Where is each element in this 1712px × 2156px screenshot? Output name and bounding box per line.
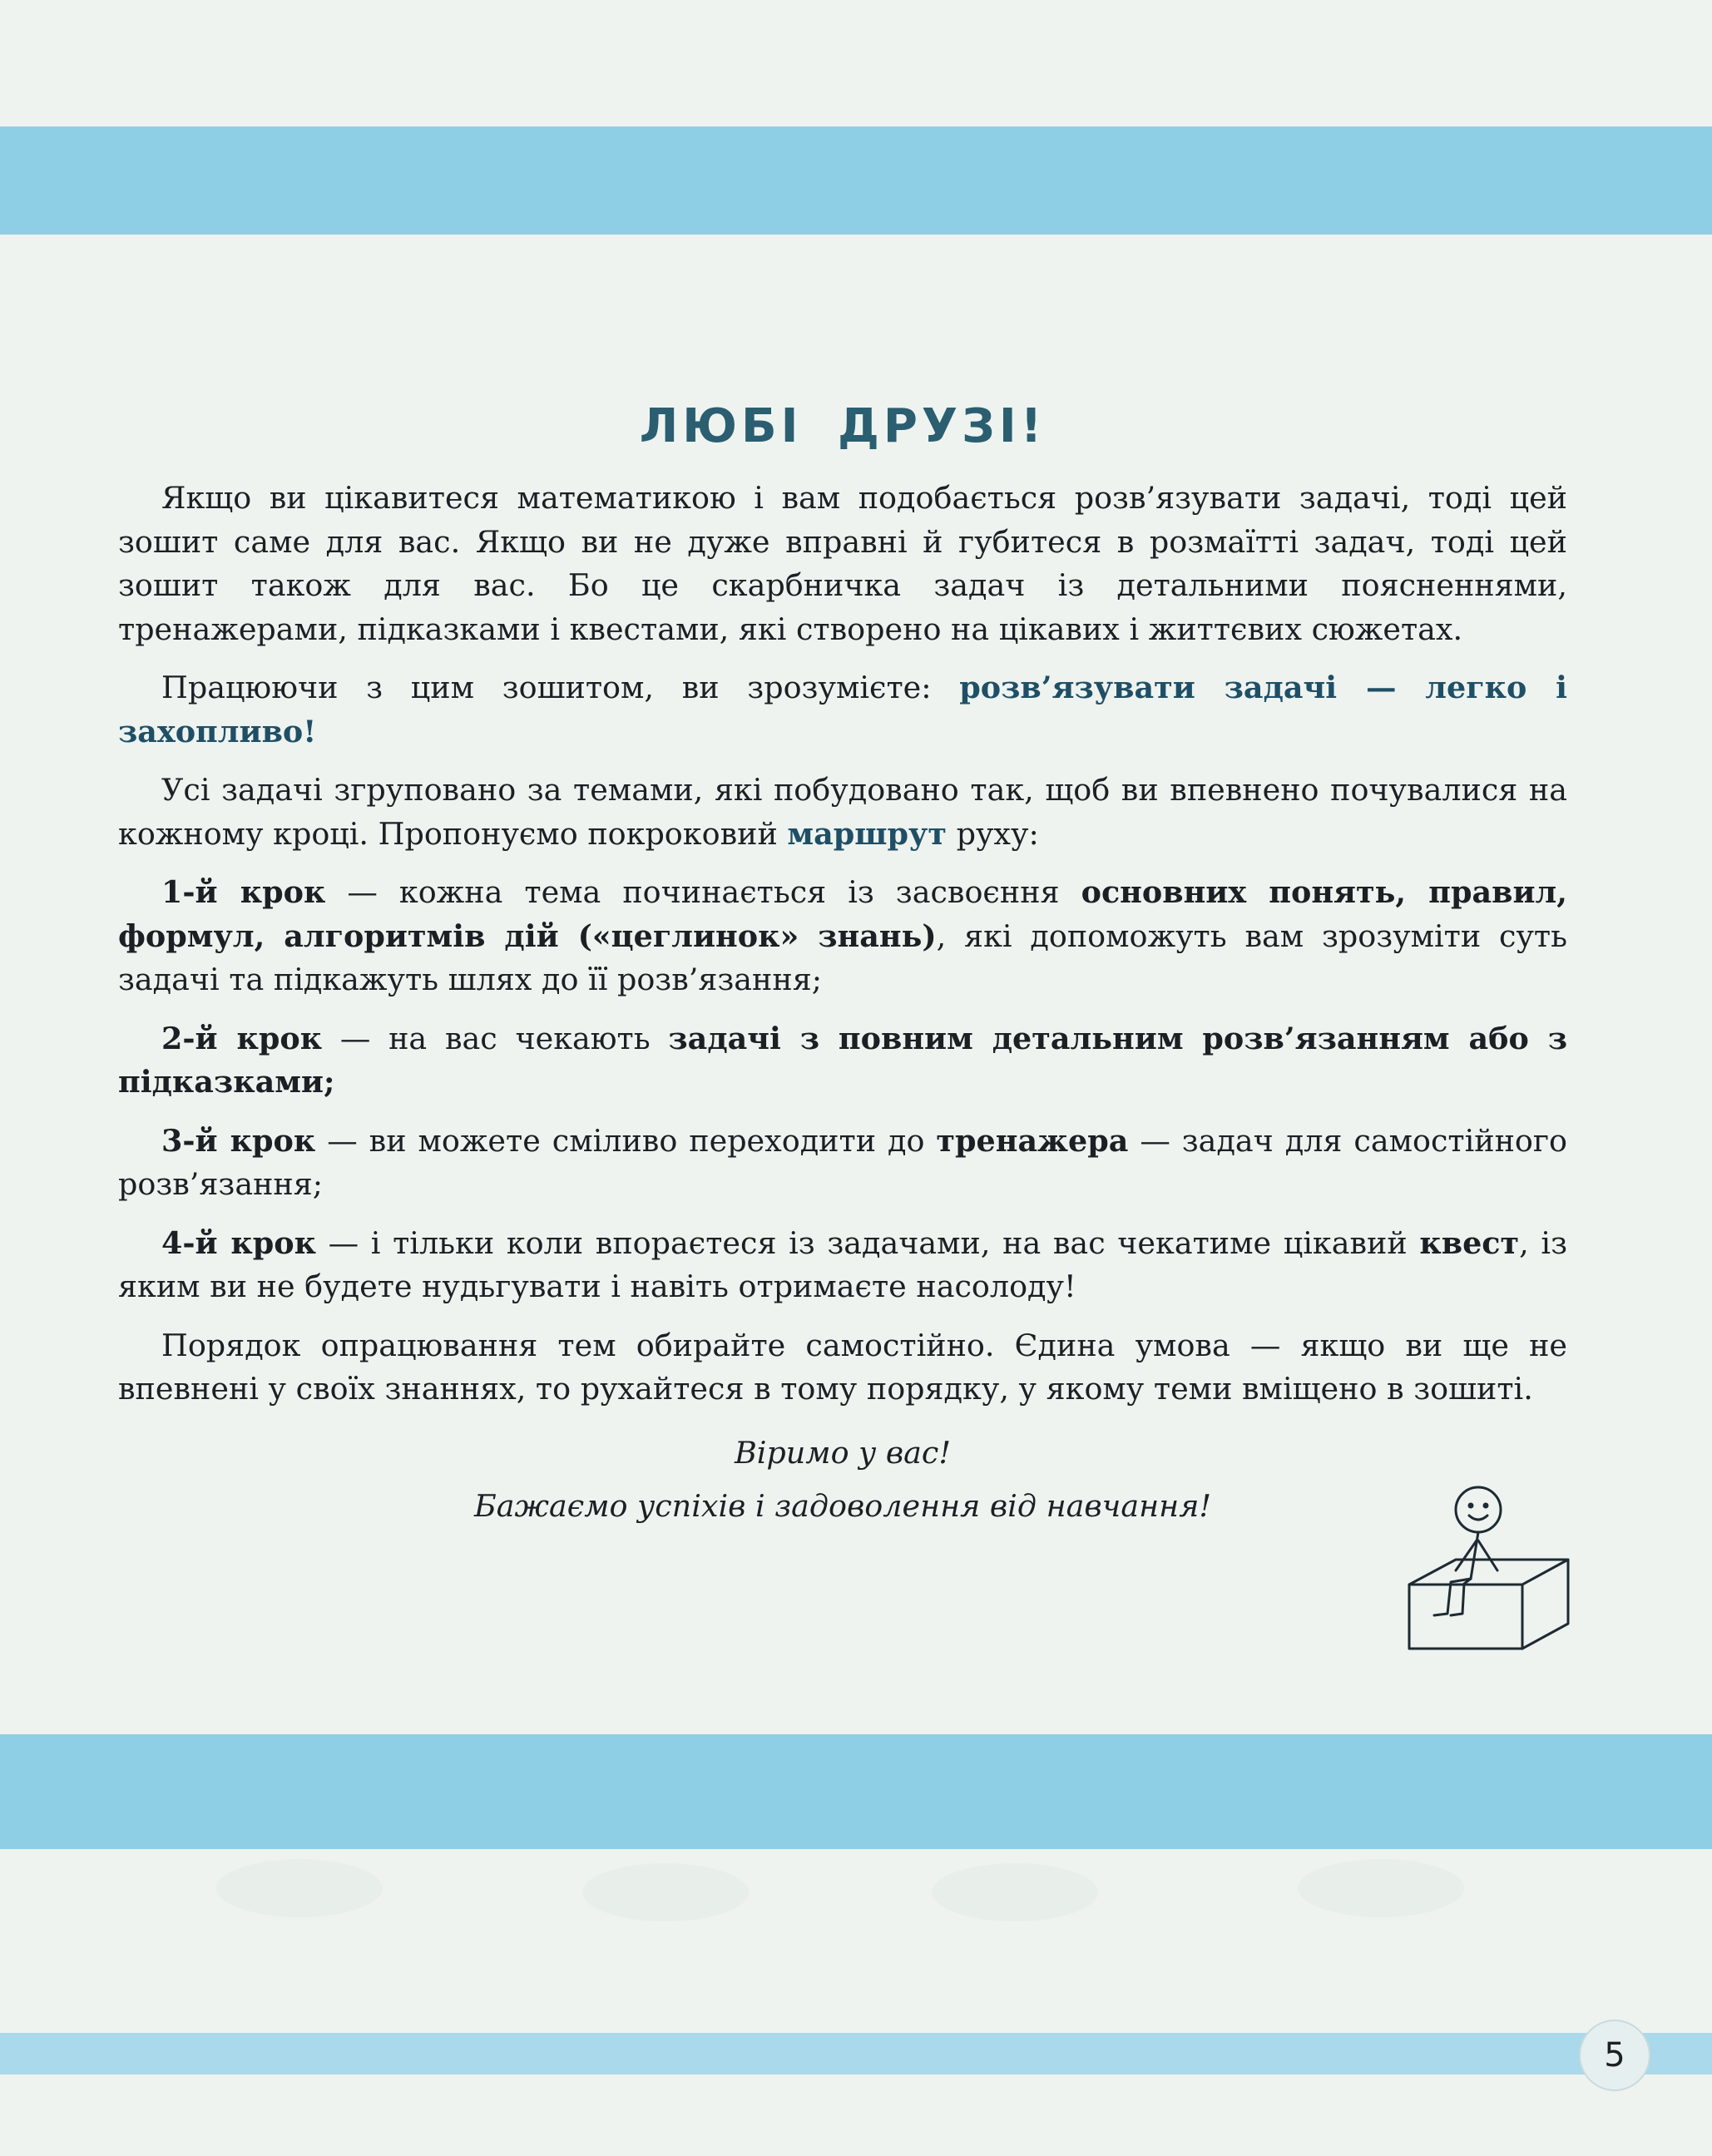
middle-decorative-band (0, 1734, 1712, 1849)
stick-figure-head (1456, 1487, 1501, 1532)
promise-highlight: розв’язувати задачі — легко і захопливо! (118, 670, 1568, 749)
route-text: Усі задачі згруповано за темами, які побудовано так, щоб ви впевнено почувалися на кожному кроці. Пропонуємо покроковий (118, 772, 1567, 852)
step-2-label: 2-й крок (161, 1020, 323, 1056)
box-top (1409, 1560, 1568, 1585)
closing-line-wishes: Бажаємо успіхів і задоволення від навчання! (473, 1487, 1212, 1524)
foreword-section (118, 399, 1567, 1533)
intro-paragraph: Якщо ви цікавитеся математикою і вам подобається розв’язувати задачі, тоді цей зошит саме для вас. Якщо ви не дуже вправні й губитеся в розмаїтті задач, тоді цей зошит також для вас. Бо це скарбничка задач із детальними поясненнями, тренажерами, підказками і квестами, які створено на цікавих і життєвих сюжетах. (118, 480, 1567, 647)
stick-figure-on-box-illustration (1398, 1481, 1572, 1664)
step-3-text-end: — задач для самостійного розв’язання; (118, 1122, 1567, 1202)
faded-decoration (216, 1859, 383, 1917)
step-4-text-end: , із яким ви не будете нудьгувати і навіть отримаєте насолоду! (118, 1224, 1567, 1304)
step-4-text: — і тільки коли впораєтеся із задачами, на вас чекатиме цікавий (315, 1224, 1420, 1261)
route-text-end: руху: (946, 815, 1039, 852)
step-3-label: 3-й крок (161, 1122, 316, 1159)
step-2-paragraph (118, 1017, 1567, 1105)
page-title: ЛЮБІ ДРУЗІ! (639, 399, 1046, 453)
promise-text: Працюючи з цим зошитом, ви зрозумієте: (161, 670, 960, 705)
step-3-paragraph (118, 1120, 1567, 1207)
step-2-text: — на вас чекають (322, 1020, 669, 1056)
faded-decoration (582, 1863, 749, 1921)
step-4-highlight: квест (1419, 1224, 1520, 1261)
step-1-label: 1-й крок (161, 874, 326, 910)
faded-decoration (1298, 1859, 1464, 1917)
step-1-highlight: основних понять, правил, формул, алгоритмів дій («цеглинок» знань) (118, 874, 1567, 954)
route-paragraph (118, 769, 1567, 856)
route-highlight: маршрут (787, 815, 947, 852)
step-4-paragraph (118, 1222, 1567, 1309)
box-front (1409, 1585, 1522, 1649)
bottom-decorative-band (0, 2033, 1712, 2074)
step-2-highlight: задачі з повним детальним розв’язанням або з підказками; (118, 1020, 1567, 1100)
closing-line-belief: Віримо у вас! (734, 1434, 952, 1471)
step-3-highlight: тренажера (936, 1122, 1129, 1159)
page-number: 5 (1579, 2020, 1650, 2091)
step-3-text: — ви можете сміливо переходити до (315, 1122, 937, 1159)
faded-decoration (932, 1863, 1098, 1921)
step-4-label: 4-й крок (161, 1224, 316, 1261)
step-1-paragraph (118, 871, 1567, 1002)
step-1-text: — кожна тема починається із засвоєння (325, 874, 1081, 910)
top-decorative-band (0, 126, 1712, 235)
step-1-text-end: , які допоможуть вам зрозуміти суть задачі та підкажуть шлях до її розв’язання; (118, 917, 1567, 997)
promise-paragraph (118, 666, 1567, 754)
order-paragraph: Порядок опрацювання тем обирайте самостійно. Єдина умова — якщо ви ще не впевнені у своїх знаннях, то рухайтеся в тому порядку, у якому теми вміщено в зошиті. (118, 1327, 1567, 1407)
